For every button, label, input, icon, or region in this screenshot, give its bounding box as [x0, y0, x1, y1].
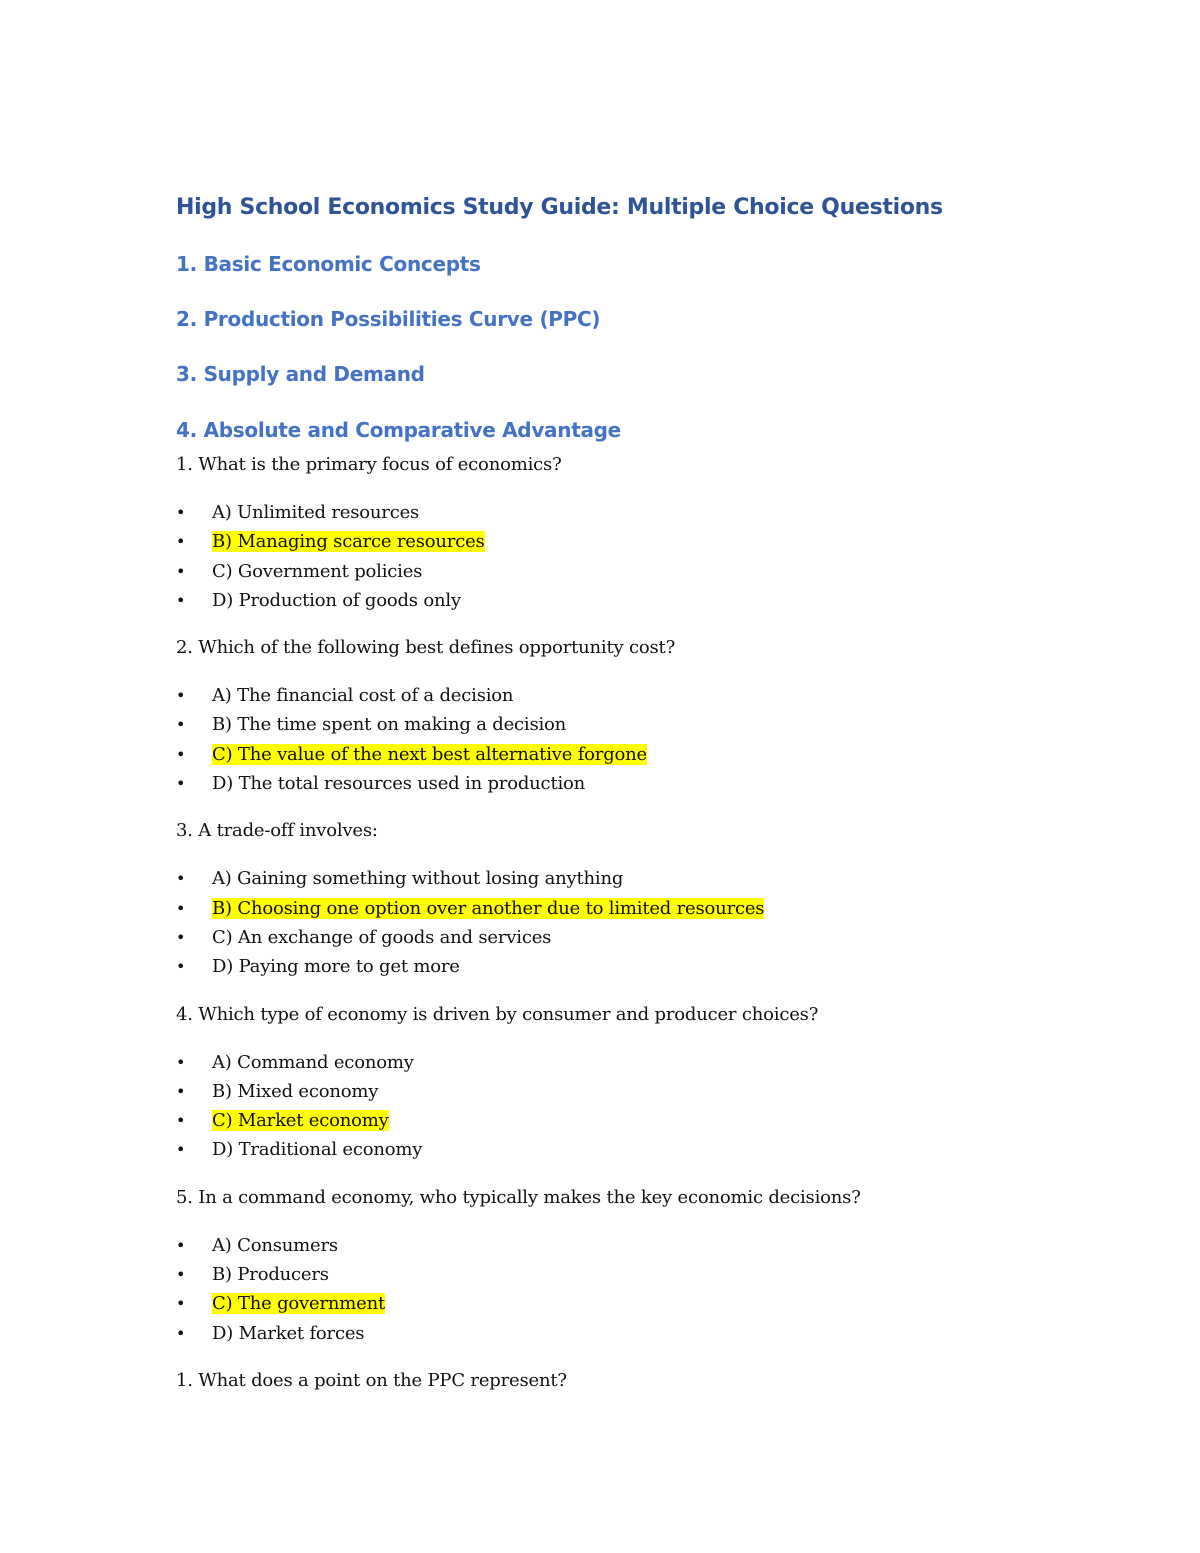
question-block	[176, 633, 1056, 816]
option-label: B) Mixed economy	[212, 1080, 379, 1102]
answer-option-highlighted	[176, 1106, 1056, 1135]
option-label: A) Consumers	[212, 1234, 338, 1256]
question-block	[176, 1000, 1056, 1183]
option-label: C) An exchange of goods and services	[212, 926, 552, 948]
answer-option	[176, 769, 1056, 798]
answer-option	[176, 710, 1056, 739]
option-label: D) Market forces	[212, 1322, 365, 1344]
spacer	[176, 798, 1056, 816]
question-text: 3. A trade-off involves:	[176, 820, 378, 842]
question-block	[176, 1183, 1056, 1366]
option-label: C) Market economy	[212, 1110, 389, 1132]
spacer	[176, 1348, 1056, 1366]
answer-option	[176, 586, 1056, 615]
section-heading-advantage: 4. Absolute and Comparative Advantage	[176, 418, 621, 442]
question-block	[176, 450, 1056, 633]
question-text: 1. What is the primary focus of economics?	[176, 454, 562, 475]
answer-option	[176, 864, 1056, 893]
answer-options	[176, 498, 1056, 615]
option-label: A) The financial cost of a decision	[212, 685, 514, 707]
answer-option	[176, 1077, 1056, 1106]
option-label: D) Traditional economy	[212, 1139, 423, 1161]
document-body	[176, 188, 1056, 1396]
option-label: D) The total resources used in production	[212, 773, 586, 795]
spacer	[176, 1165, 1056, 1183]
answer-option	[176, 681, 1056, 710]
question-list	[176, 450, 1056, 1366]
option-label: C) The value of the next best alternative forgone	[212, 743, 647, 765]
question-text: 4. Which type of economy is driven by consumer and producer choices?	[176, 1003, 819, 1025]
spacer	[176, 982, 1056, 1000]
answer-options	[176, 681, 1056, 798]
answer-option-highlighted	[176, 894, 1056, 923]
answer-option-highlighted	[176, 740, 1056, 769]
answer-option	[176, 1135, 1056, 1164]
option-label: C) The government	[212, 1293, 386, 1315]
question-block	[176, 816, 1056, 999]
option-label: B) Producers	[212, 1264, 329, 1286]
option-label: B) Choosing one option over another due to limited resources	[212, 897, 765, 919]
answer-options	[176, 864, 1056, 981]
section-heading-basic-concepts: 1. Basic Economic Concepts	[176, 252, 481, 276]
answer-option-highlighted	[176, 527, 1056, 556]
section-list	[176, 244, 1056, 450]
option-label: C) Government policies	[212, 560, 423, 582]
option-label: A) Gaining something without losing anything	[212, 868, 624, 890]
option-label: D) Paying more to get more	[212, 956, 460, 978]
option-label: B) Managing scarce resources	[212, 531, 485, 553]
section-heading-ppc: 2. Production Possibilities Curve (PPC)	[176, 307, 601, 331]
document-title: High School Economics Study Guide: Multiple Choice Questions	[176, 195, 943, 220]
section-heading-supply-demand: 3. Supply and Demand	[176, 362, 425, 386]
option-label: B) The time spent on making a decision	[212, 714, 567, 736]
answer-option	[176, 923, 1056, 952]
answer-option	[176, 1231, 1056, 1260]
option-label: A) Unlimited resources	[212, 502, 420, 523]
spacer	[176, 615, 1056, 633]
question-text: 1. What does a point on the PPC represent?	[176, 1369, 567, 1391]
answer-option	[176, 1319, 1056, 1348]
answer-options	[176, 1048, 1056, 1165]
answer-option	[176, 1260, 1056, 1289]
answer-options	[176, 1231, 1056, 1348]
answer-option	[176, 952, 1056, 981]
answer-option	[176, 557, 1056, 586]
question-text: 5. In a command economy, who typically makes the key economic decisions?	[176, 1186, 861, 1208]
answer-option	[176, 1048, 1056, 1077]
answer-option-highlighted	[176, 1289, 1056, 1318]
answer-option	[176, 498, 1056, 527]
question-text: 2. Which of the following best defines opportunity cost?	[176, 637, 676, 659]
option-label: D) Production of goods only	[212, 589, 461, 611]
option-label: A) Command economy	[212, 1051, 414, 1073]
